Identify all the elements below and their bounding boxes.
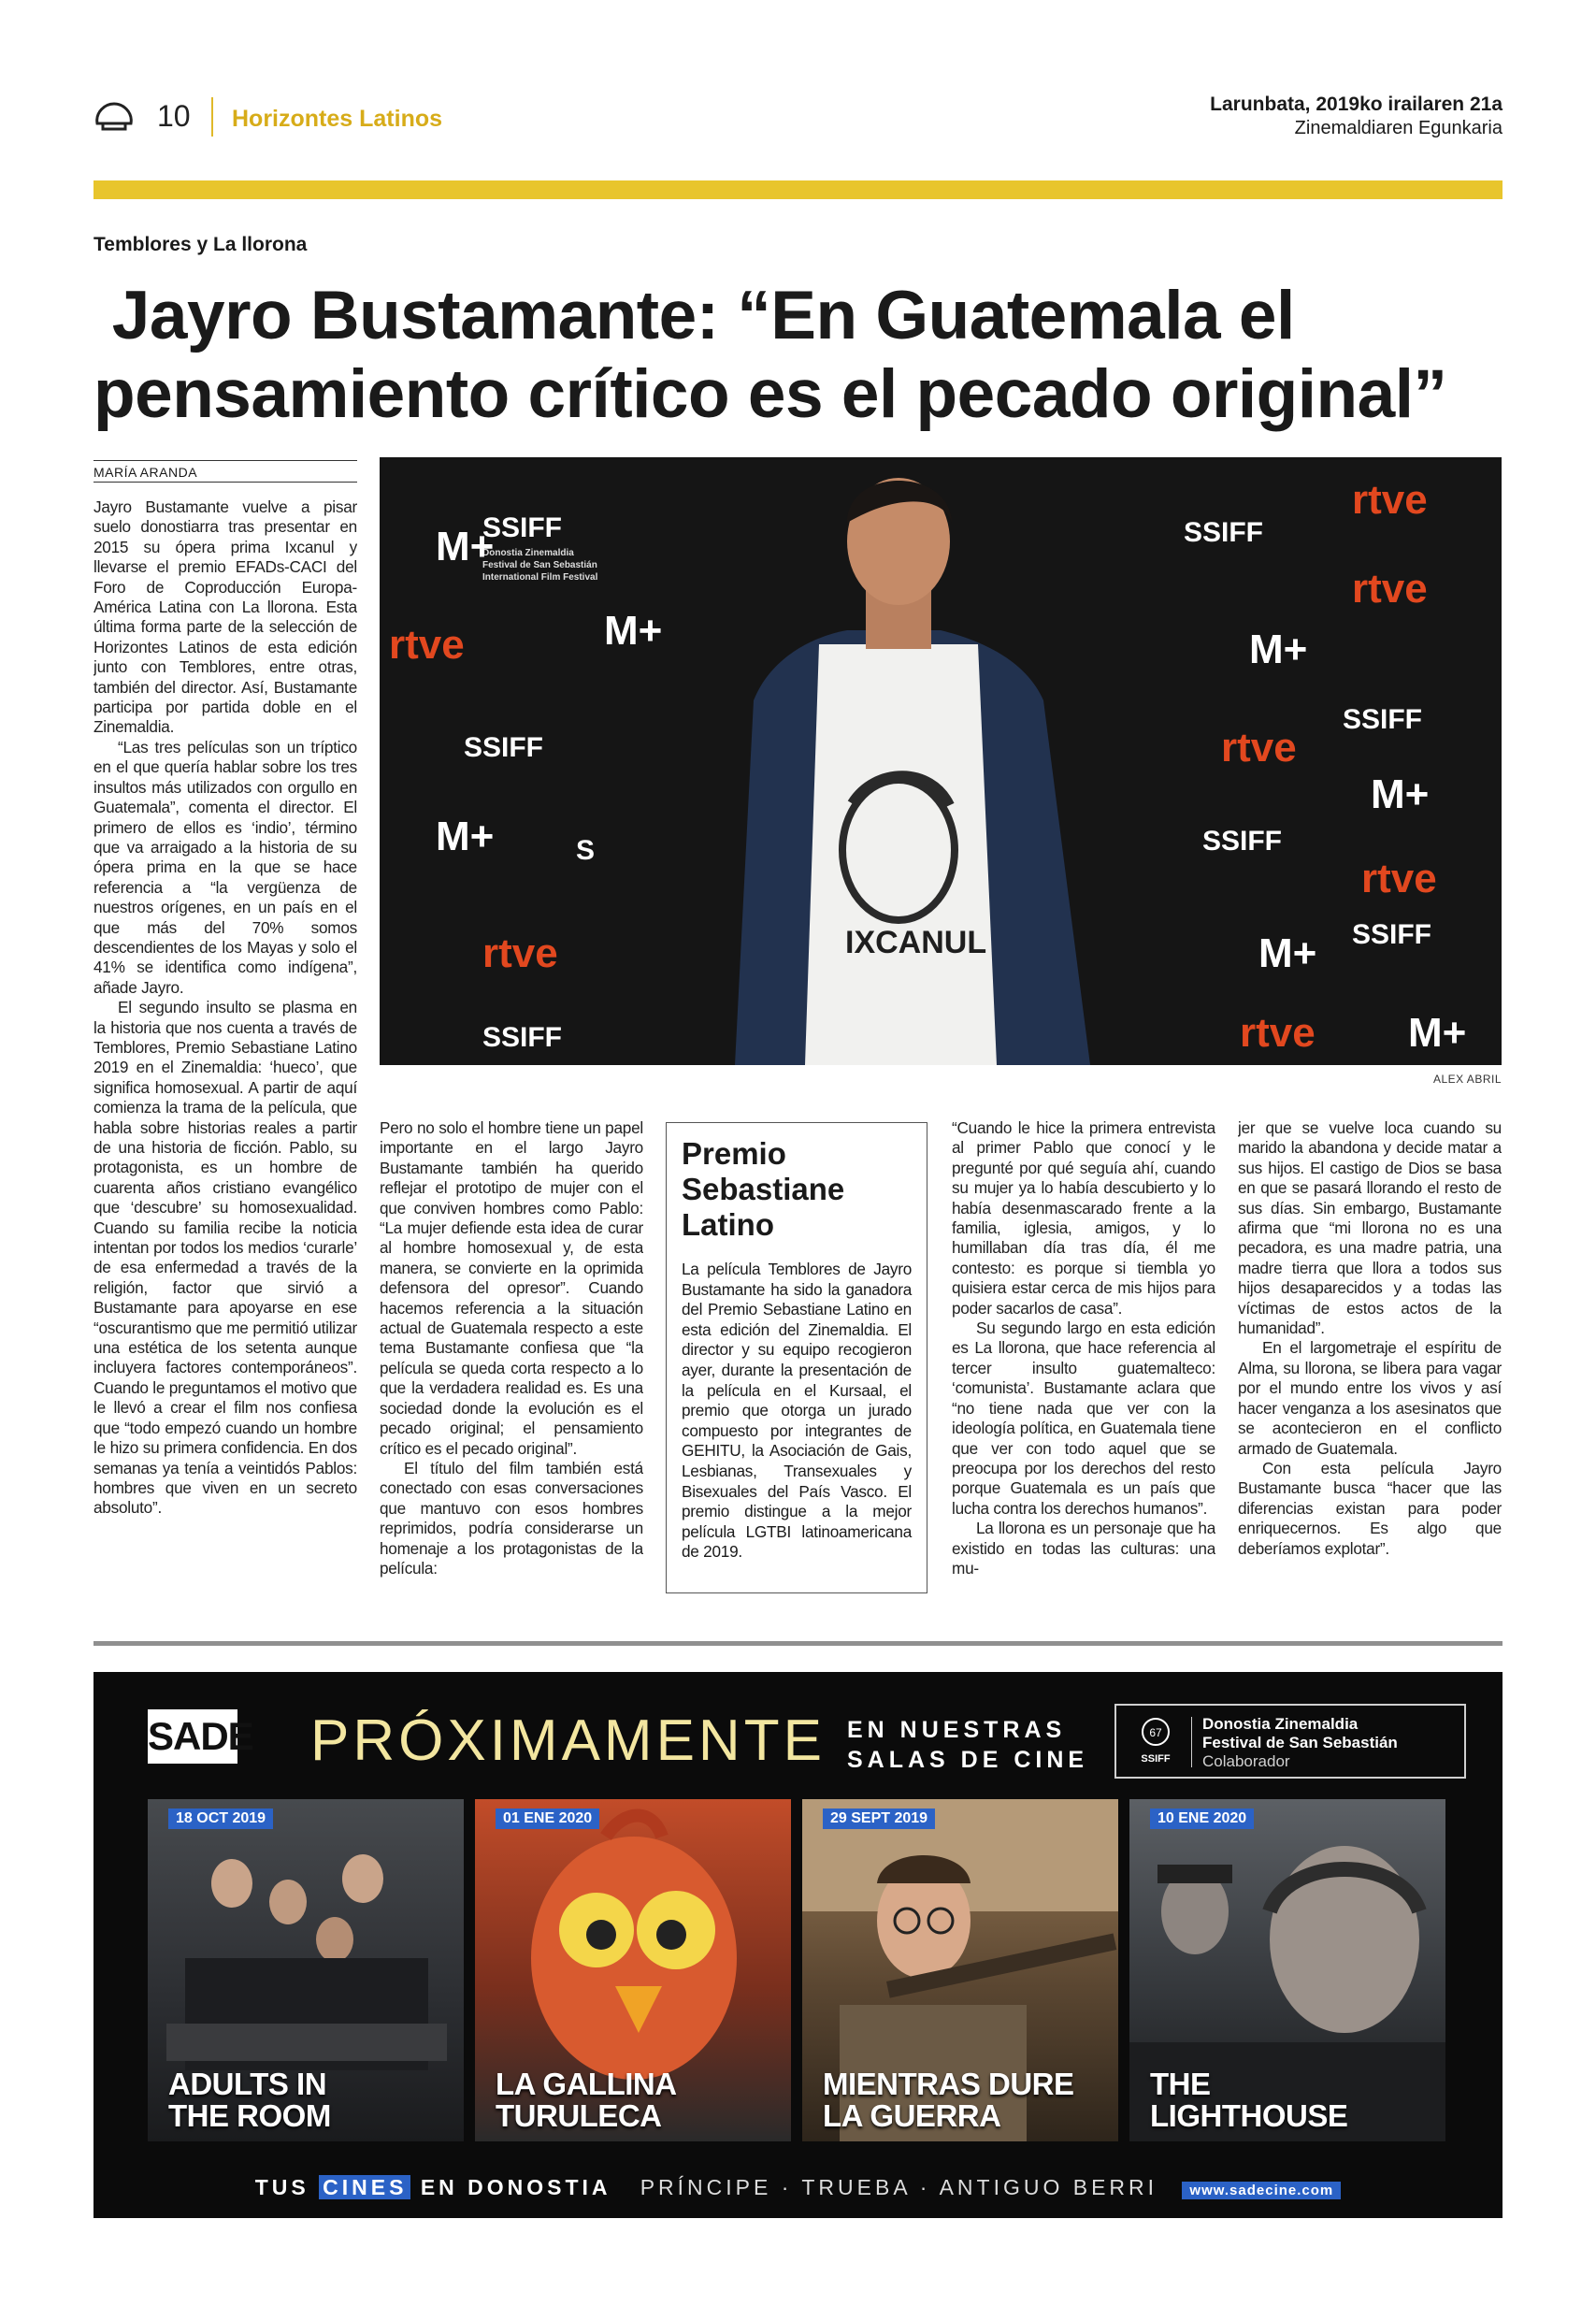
page-number: 10 (157, 99, 191, 133)
poster-title: ADULTS IN THE ROOM (168, 2067, 331, 2133)
ad-subheadline-2: SALAS DE CINE (847, 1747, 1089, 1773)
svg-text:M+: M+ (1408, 1010, 1467, 1056)
section-divider (93, 1641, 1503, 1646)
badge-line-2: Festival de San Sebastián (1202, 1734, 1398, 1751)
tagline-part: TUS (254, 2175, 309, 2199)
svg-text:rtve: rtve (1352, 477, 1428, 523)
paragraph: La llorona es un personaje que ha existido en todas las culturas: una mu- (952, 1519, 1215, 1578)
poster-date: 29 SEPT 2019 (823, 1808, 935, 1829)
section-name: Horizontes Latinos (232, 106, 443, 132)
backdrop-logo-mplus: M+ (436, 524, 495, 569)
poster-date: 01 ENE 2020 (496, 1808, 599, 1829)
svg-text:Festival de San Sebastián: Festival de San Sebastián (482, 560, 597, 570)
tagline-cinemas: PRÍNCIPE · TRUEBA · ANTIGUO BERRI (640, 2175, 1158, 2199)
svg-text:SSIFF: SSIFF (464, 732, 544, 763)
movie-poster (475, 1799, 791, 2141)
badge-line-3: Colaborador (1202, 1752, 1290, 1770)
svg-text:rtve: rtve (1240, 1010, 1316, 1056)
svg-text:SSIFF: SSIFF (1184, 517, 1264, 548)
ad-subheadline-1: EN NUESTRAS (847, 1717, 1067, 1743)
shirt-text: IXCANUL (845, 925, 987, 960)
ad-headline: PRÓXIMAMENTE (310, 1708, 826, 1773)
svg-text:SSIFF: SSIFF (482, 512, 563, 543)
svg-text:M+: M+ (1371, 771, 1430, 817)
movie-poster (802, 1799, 1118, 2141)
svg-text:International Film Festival: International Film Festival (482, 572, 598, 583)
svg-text:SSIFF: SSIFF (1202, 826, 1283, 857)
paragraph: “Cuando le hice la primera entrevista al primer Pablo que conocí y le pregunté por qué seguía ahí, cuando su mujer ya lo había descubierto y lo había desenmascarado frente a la familia, iglesia, amigos, y lo humillaban día tras día, él me contesto: es porque si tiembla yo quisiera estar cerca de mis hijos para poder sacarlos de casa”. (952, 1118, 1215, 1318)
paragraph: El título del film también está conectado con esas conversaciones que mantuvo con esos hombres reprimidos, podría considerarse un homenaje a los protagonistas de la película: (380, 1458, 643, 1578)
backdrop-logo-rtve: rtve (389, 622, 465, 668)
ad-brand-logo: SADE (148, 1709, 237, 1764)
header-publication: Zinemaldiaren Egunkaria (1294, 118, 1503, 138)
byline-rule (93, 482, 357, 483)
svg-text:SSIFF: SSIFF (482, 1022, 563, 1053)
advertisement (93, 1672, 1503, 2218)
badge-divider (1191, 1717, 1192, 1767)
article-photo (380, 457, 1502, 1065)
paragraph: Pero no solo el hombre tiene un papel importante en el largo Jayro Bustamante también ha querido reflejar el prototipo de mujer con el que conviven hombres como Pablo: “La mujer defiende esta idea de curar al hombre homosexual y, de esta manera, se convierte en la oprimida defensora del opresor”. Cuando hacemos referencia a la situación actual de Guatemala respecto a este tema Bustamante confiesa que “la película se queda corta respecto a lo que la verdadera realidad es. Es una sociedad donde la evolución es el pecado original; el pensamiento crítico es el pecado original”. (380, 1118, 643, 1458)
svg-text:M+: M+ (436, 814, 495, 859)
paragraph: Jayro Bustamante vuelve a pisar suelo donostiarra tras presentar en 2015 su ópera prima Ixcanul y llevarse el premio EFADs-CACI del Foro de Coproducción Europa-América Latina con La llorona. Esta última forma parte de la selección de Horizontes Latinos de esta edición junto con Temblores, entre otras, también del director. Así, Bustamante participa por partida doble en el Zinemaldia. (93, 497, 357, 737)
paragraph: “Las tres películas son un tríptico en el que quería hablar sobre los tres insultos más utilizados con orgullo en Guatemala”, comenta el director. El primero de ellos es ‘indio’, término que va arraigado a la historia de su ópera prima en la que se hace referencia a “la vergüenza de nuestros orígenes, en un país en el que más del 70% somos descendientes de los Mayas y solo el 41% se identifica como indígena”, añade Jayro. (93, 737, 357, 997)
ad-festival-badge (1114, 1704, 1466, 1779)
article-column-2 (380, 1118, 643, 1605)
tagline-highlight: CINES (319, 2175, 410, 2199)
article-byline: MARÍA ARANDA (93, 465, 198, 480)
ad-url[interactable]: www.sadecine.com (1182, 2182, 1341, 2199)
movie-poster (148, 1799, 464, 2141)
movie-poster (1129, 1799, 1445, 2141)
paragraph: El segundo insulto se plasma en la historia que nos cuenta a través de Temblores, Premio Sebastiane Latino 2019 en el Zinemaldia: ‘hueco’, que significa homosexual. A partir de aquí comienza la trama de la película, que habla sobre historias reales a partir de una historia de ficción. Pablo, su protagonista, es un hombre de cuarenta años cristiano evangélico que ‘descubre’ su homosexualidad. Cuando su familia recibe la noticia intentan por todos los medios ‘curarle’ de esa enfermedad a través de la religión, factor que sirvió a Bustamante para apoyarse en ese “oscurantismo que me permitió utilizar una estética de los setenta aunque incluyera factores contemporáneos”. Cuando le preguntamos el motivo que le llevó a crear el film nos confiesa que “todo empezó cuando un hombre le hizo su primera confidencia. En dos semanas ya tenía a veintidós Pablos: hombres que viven en un secreto absoluto”. (93, 998, 357, 1518)
byline-rule (93, 460, 357, 461)
paragraph: Su segundo largo en esta edición es La llorona, que hace referencia al tercer insulto guatemalteco: ‘comunista’. Bustamante aclara que “no tiene nada que ver con la ideología política, en Guatemala tiene que ver con todo aquel que se preocupa por los derechos del resto porque Guatemala es un país que lucha contra los derechos humanos”. (952, 1319, 1215, 1518)
ssiff-badge-number: 67 (1149, 1726, 1162, 1739)
svg-text:M+: M+ (1249, 627, 1308, 672)
article-column-1 (93, 497, 357, 1601)
poster-title: MIENTRAS DURE LA GUERRA (823, 2067, 1074, 2133)
paragraph: En el largometraje el espíritu de Alma, su llorona, se libera para vagar por el mundo entre los vivos y así hacer venganza a los asesinatos que se acontecieron en el conflicto armado de Guatemala. (1238, 1338, 1502, 1458)
svg-text:Donostia Zinemaldia: Donostia Zinemaldia (482, 548, 574, 558)
poster-title: THE LIGHTHOUSE (1150, 2067, 1348, 2133)
svg-text:rtve: rtve (482, 930, 558, 976)
photo-credit: ALEX ABRIL (1432, 1073, 1502, 1086)
badge-line-1: Donostia Zinemaldia (1202, 1715, 1359, 1733)
svg-text:S: S (576, 835, 596, 866)
header-divider (211, 97, 213, 137)
paragraph: jer que se vuelve loca cuando su marido la abandona y decide matar a sus hijos. El castigo de Dios se basa en que se pasará llorando el resto de sus días. Sin embargo, Bustamante afirma que “mi llorona no es una pecadora, es una madre patria, una madre tierra que llora a todos sus hijos desaparecidos y a todas las víctimas de estos actos de la humanidad”. (1238, 1118, 1502, 1338)
poster-date: 10 ENE 2020 (1150, 1808, 1254, 1829)
header-date: Larunbata, 2019ko irailaren 21a (1210, 94, 1503, 115)
svg-text:rtve: rtve (1221, 725, 1297, 771)
svg-text:rtve: rtve (1361, 856, 1437, 901)
shell-icon (93, 101, 135, 133)
article-column-4 (952, 1118, 1215, 1605)
photo-illustration (380, 457, 1502, 1065)
sidebar-box (666, 1122, 927, 1593)
article-headline: Jayro Bustamante: “En Guatemala el pensamiento crítico es el pecado original” (93, 278, 1447, 432)
poster-title: LA GALLINA TURULECA (496, 2067, 677, 2133)
ad-tagline (93, 2175, 1503, 2200)
sidebar-title: Premio Sebastiane Latino (682, 1136, 845, 1242)
header-accent-bar (93, 180, 1503, 199)
poster-date: 18 OCT 2019 (168, 1808, 273, 1829)
ssiff-badge-icon (1135, 1715, 1176, 1767)
article-kicker: Temblores y La llorona (93, 234, 308, 255)
sidebar-text: La película Temblores de Jayro Bustamante ha sido la ganadora del Premio Sebastiane Latino en esta edición del Zinemaldia. El director y su equipo recogieron ayer, durante la presentación de la película en el Kursaal, el premio que otorga un jurado compuesto por integrantes de GEHITU, la Asociación de Gais, Lesbianas, Transexuales y Bisexuales del País Vasco. El premio distingue a la mejor película LGTBI latinoamericana de 2019. (682, 1260, 912, 1562)
svg-text:M+: M+ (1258, 930, 1317, 976)
svg-text:SSIFF: SSIFF (1343, 704, 1423, 735)
tagline-part: EN DONOSTIA (420, 2175, 611, 2199)
svg-text:SSIFF: SSIFF (1352, 919, 1432, 950)
ssiff-badge-label: SSIFF (1141, 1753, 1171, 1765)
article-column-5 (1238, 1118, 1502, 1605)
svg-text:M+: M+ (604, 608, 663, 654)
paragraph: Con esta película Jayro Bustamante busca “hacer que las diferencias existan para poder enriquecernos. Es algo que deberíamos explotar”. (1238, 1458, 1502, 1558)
svg-text:rtve: rtve (1352, 566, 1428, 612)
